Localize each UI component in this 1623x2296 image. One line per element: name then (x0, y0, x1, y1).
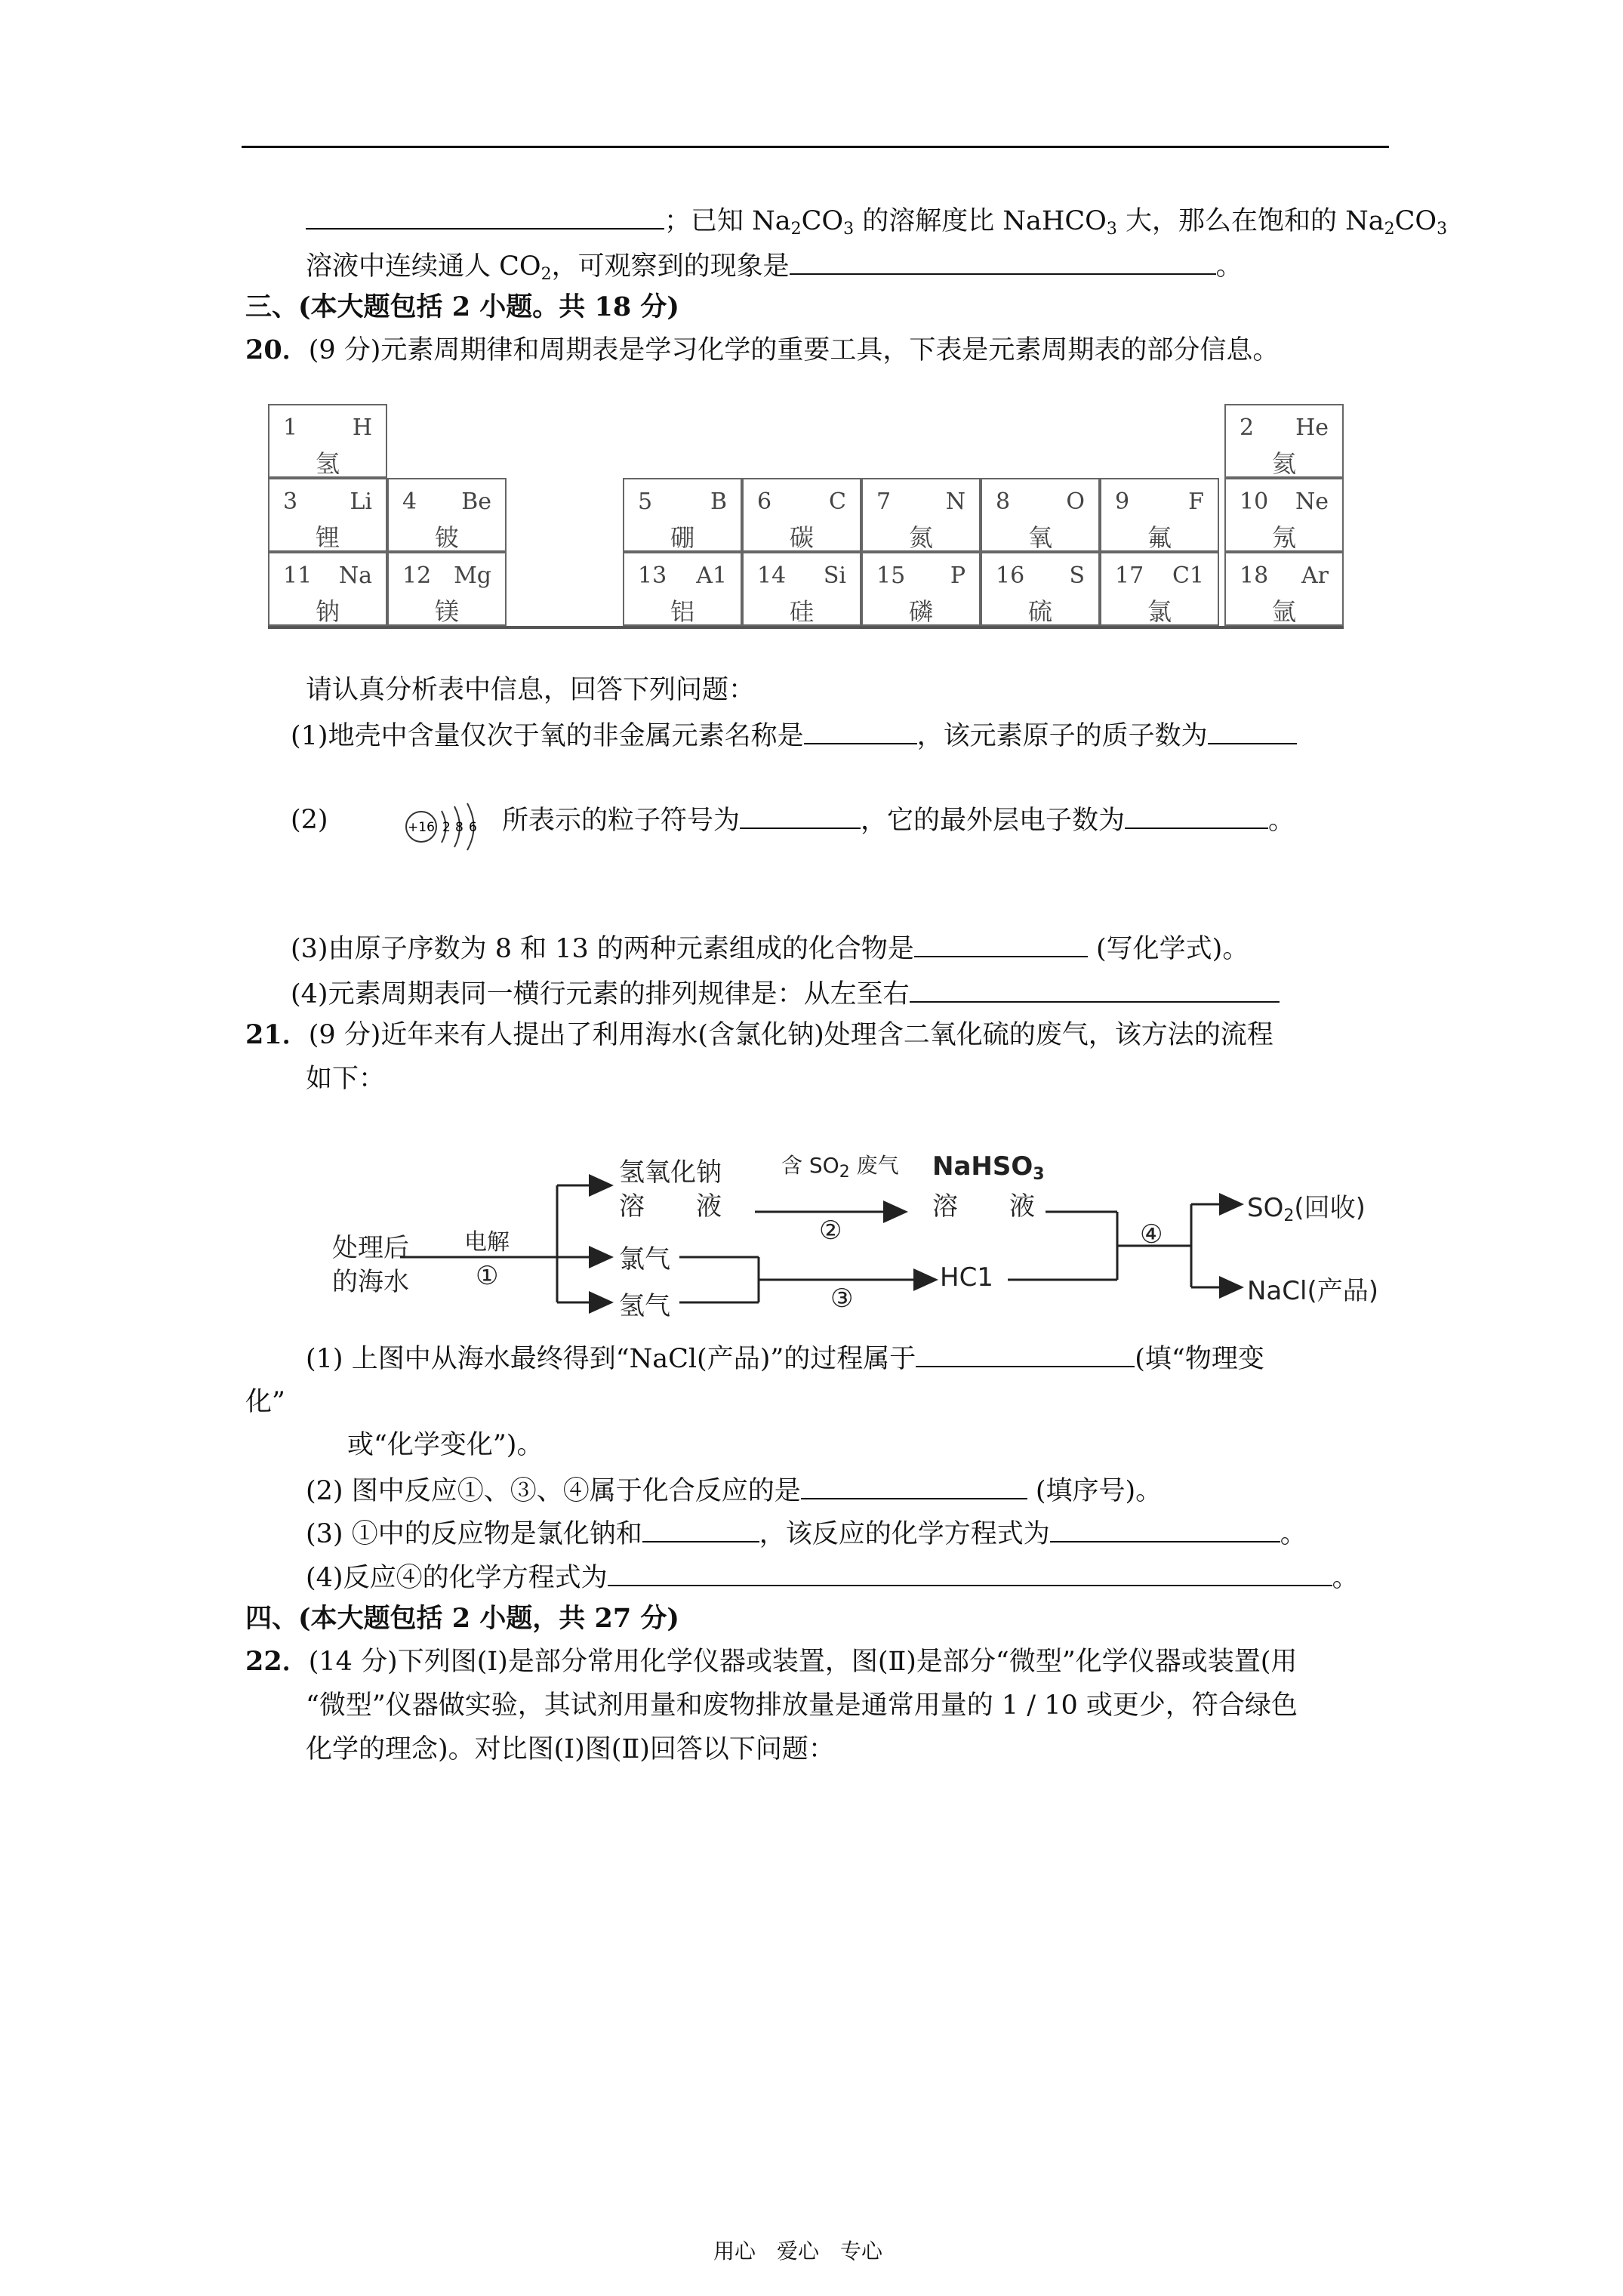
atomic-number: 1 (283, 415, 298, 441)
answer-blank[interactable] (801, 1472, 1027, 1499)
atomic-number: 17 (1115, 562, 1144, 589)
q20-part3: (3)由原子序数为 8 和 13 的两种元素组成的化合物是 (写化学式)。 (291, 930, 1249, 967)
q20-part4: (4)元素周期表同一横行元素的排列规律是：从左至右 (291, 975, 1280, 1012)
element-cell (623, 478, 742, 552)
element-cell (1224, 404, 1344, 478)
section-4-title: 四、(本大题包括 2 小题，共 27 分) (245, 1603, 679, 1634)
element-cell (981, 552, 1100, 626)
element-cell (981, 478, 1100, 552)
element-cell (1224, 552, 1344, 626)
q21-stem: 21．(9 分)近年来有人提出了利用海水(含氯化钠)处理含二氧化硫的废气，该方法的流程 (245, 1019, 1273, 1050)
atomic-number: 16 (996, 562, 1025, 589)
element-name: 氟 (1147, 523, 1172, 552)
element-cell (1100, 478, 1219, 552)
element-cell (268, 552, 387, 626)
flow-cl2: 氯气 (619, 1244, 670, 1274)
element-name: 锂 (315, 523, 340, 552)
flow-nahso3-2: 溶 液 (932, 1191, 1035, 1222)
flow-h2: 氢气 (619, 1291, 670, 1321)
element-cell (742, 478, 861, 552)
atomic-number: 18 (1240, 562, 1269, 589)
element-name: 硫 (1027, 597, 1052, 626)
element-name: 硅 (789, 597, 814, 626)
answer-blank[interactable] (1125, 802, 1268, 829)
q20-stem: 20．(9 分)元素周期律和周期表是学习化学的重要工具，下表是元素周期表的部分信息。 (245, 334, 1280, 365)
element-symbol: Be (461, 488, 491, 515)
element-cell (268, 404, 387, 478)
element-cell (387, 478, 507, 552)
q21-stem-2: 如下： (306, 1064, 386, 1094)
atomic-number: 14 (757, 562, 787, 589)
shell-electrons-2: 8 (455, 820, 463, 835)
element-name: 氖 (1271, 523, 1296, 552)
flow-nahso3: NaHSO$_3$ (932, 1151, 1045, 1184)
answer-blank[interactable] (608, 1559, 1332, 1586)
q21-part3: (3) ①中的反应物是氯化钠和 ，该反应的化学方程式为 。 (306, 1515, 1307, 1552)
page-footer: 用心 爱心 专心 (713, 2239, 883, 2264)
answer-blank[interactable] (1208, 717, 1297, 744)
flow-naoh-1: 氢氧化钠 (619, 1157, 722, 1188)
element-symbol: C1 (1172, 562, 1204, 589)
answer-blank[interactable] (804, 717, 917, 744)
flow-step2-number: ② (819, 1216, 842, 1246)
element-symbol: S (1069, 562, 1085, 589)
atomic-number: 2 (1240, 415, 1255, 441)
flow-nacl-product: NaCl(产品) (1247, 1276, 1378, 1306)
element-symbol: Mg (454, 562, 491, 589)
element-symbol: He (1295, 415, 1329, 441)
element-name: 氦 (1271, 449, 1296, 478)
element-symbol: Ne (1295, 488, 1329, 515)
answer-blank[interactable] (306, 202, 664, 230)
atomic-number: 11 (283, 562, 313, 589)
element-symbol: A1 (696, 562, 727, 589)
element-name: 氮 (908, 523, 933, 552)
atomic-number: 10 (1240, 488, 1269, 515)
ion-structure-diagram (400, 800, 498, 853)
answer-blank[interactable] (916, 1340, 1135, 1367)
element-cell (861, 552, 981, 626)
answer-blank[interactable] (740, 802, 861, 829)
element-name: 磷 (908, 597, 933, 626)
q21-part1: (1) 上图中从海水最终得到“NaCl(产品)”的过程属于 (填“物理变 (306, 1340, 1264, 1377)
element-name: 氩 (1271, 597, 1296, 626)
q19-line1: ；已知 $Na_2CO_3$ 的溶解度比 NaHCO$_3$ 大，那么在饱和的 $Na_2CO_3$ (306, 202, 1447, 239)
answer-blank[interactable] (910, 975, 1280, 1003)
flow-naoh-2: 溶 液 (619, 1191, 722, 1222)
element-cell (268, 478, 387, 552)
element-name: 碳 (789, 523, 814, 552)
element-symbol: H (352, 415, 372, 441)
shell-electrons-1: 2 (442, 820, 451, 835)
atomic-number: 7 (876, 488, 892, 515)
flow-step4-number: ④ (1140, 1219, 1163, 1250)
element-symbol: F (1188, 488, 1204, 515)
flow-step1-label: 电解 (464, 1229, 510, 1256)
element-name: 铍 (434, 523, 459, 552)
q22-line1: 22．(14 分)下列图(Ⅰ)是部分常用化学仪器或装置，图(Ⅱ)是部分“微型”化学仪器或装置(用 (245, 1646, 1298, 1677)
atomic-number: 9 (1115, 488, 1130, 515)
element-name: 氢 (315, 449, 340, 478)
atomic-number: 5 (638, 488, 653, 515)
flow-so2-waste: 含 $SO_2$ 废气 (781, 1153, 899, 1182)
atomic-number: 3 (283, 488, 298, 515)
table-bottom-rule (268, 626, 1344, 629)
element-cell (1100, 552, 1219, 626)
answer-blank[interactable] (790, 248, 1216, 275)
q20-part2: (2) (291, 805, 328, 835)
element-name: 镁 (434, 597, 459, 626)
nucleus-charge: +16 (408, 820, 435, 835)
q22-line3: 化学的理念)。对比图(Ⅰ)图(Ⅱ)回答以下问题： (306, 1734, 835, 1764)
atomic-number: 6 (757, 488, 772, 515)
element-symbol: Li (350, 488, 372, 515)
element-name: 氯 (1147, 597, 1172, 626)
element-cell (861, 478, 981, 552)
answer-blank[interactable] (914, 930, 1088, 957)
periodic-table (268, 404, 1344, 630)
element-cell (1224, 478, 1344, 552)
q20-intro: 请认真分析表中信息，回答下列问题： (306, 675, 756, 705)
flow-start-1: 处理后 (332, 1233, 409, 1263)
atomic-number: 4 (402, 488, 417, 515)
element-name: 铝 (670, 597, 694, 626)
q21-part4: (4)反应④的化学方程式为 。 (306, 1559, 1359, 1596)
q21-part1-wrap: 化” (245, 1387, 285, 1417)
atomic-number: 13 (638, 562, 667, 589)
q21-part2: (2) 图中反应①、③、④属于化合反应的是 (填序号)。 (306, 1472, 1162, 1509)
element-symbol: C (829, 488, 846, 515)
q20-part2-text: 所表示的粒子符号为 ，它的最外层电子数为 。 (502, 802, 1295, 839)
process-flow-diagram (317, 1140, 1419, 1329)
element-cell (387, 552, 507, 626)
flow-step1-number: ① (476, 1261, 499, 1291)
section-3-title: 三、(本大题包括 2 小题。共 18 分) (245, 291, 679, 322)
answer-blank[interactable] (642, 1515, 759, 1542)
header-rule (242, 146, 1389, 148)
atomic-number: 12 (402, 562, 432, 589)
element-symbol: Si (823, 562, 846, 589)
q19-line2: 溶液中连续通人 $CO_2$，可观察到的现象是 。 (306, 248, 1243, 285)
element-name: 钠 (315, 597, 340, 626)
element-symbol: B (710, 488, 727, 515)
flow-start-2: 的海水 (332, 1267, 409, 1297)
q22-line2: “微型”仪器做实验，其试剂用量和废物排放量是通常用量的 1 / 10 或更少，符合绿色 (306, 1690, 1298, 1721)
element-symbol: Na (338, 562, 372, 589)
flow-so2-recovered: $SO_2$(回收) (1247, 1193, 1366, 1225)
element-symbol: P (950, 562, 965, 589)
shell-electrons-3: 6 (469, 820, 477, 835)
answer-blank[interactable] (1050, 1515, 1280, 1542)
atomic-number: 8 (996, 488, 1011, 515)
element-cell (742, 552, 861, 626)
element-symbol: N (945, 488, 965, 515)
element-name: 硼 (670, 523, 694, 552)
q20-part1: (1)地壳中含量仅次于氧的非金属元素名称是 ，该元素原子的质子数为 (291, 717, 1297, 754)
element-cell (623, 552, 742, 626)
element-symbol: Ar (1301, 562, 1329, 589)
q21-part1-wrap-2: 或“化学变化”)。 (347, 1430, 544, 1460)
element-name: 氧 (1027, 523, 1052, 552)
flow-hcl: HC1 (940, 1262, 993, 1293)
element-symbol: O (1066, 488, 1085, 515)
atomic-number: 15 (876, 562, 906, 589)
flow-step3-number: ③ (830, 1284, 854, 1314)
